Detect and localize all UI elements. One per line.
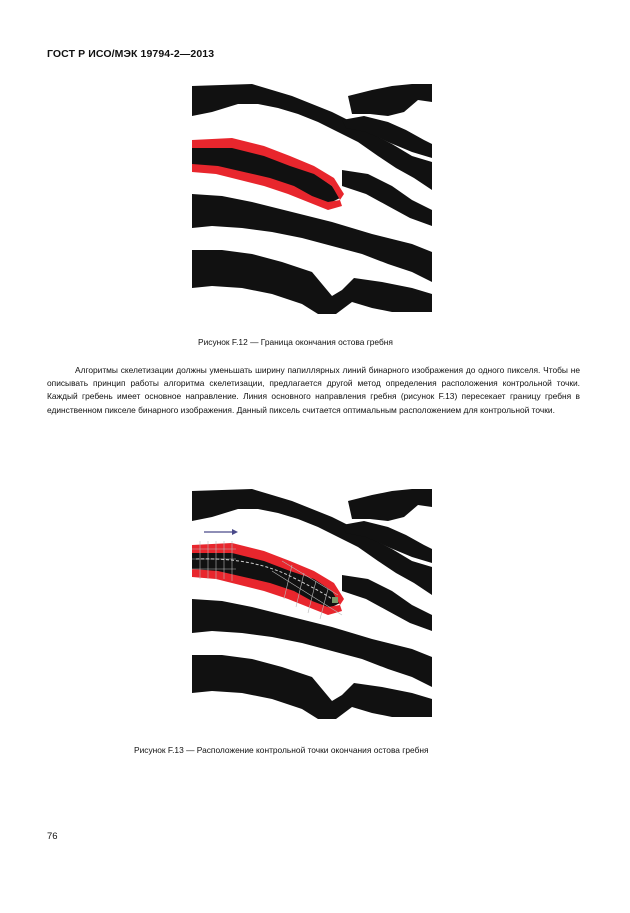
figure-f12-caption: Рисунок F.12 — Граница окончания остова гребня (198, 337, 393, 347)
document-header: ГОСТ Р ИСО/МЭК 19794-2—2013 (47, 48, 215, 60)
page-number: 76 (47, 831, 58, 842)
ridge-ending-control-point-image (192, 487, 436, 721)
ridge-ending-boundary-image (192, 82, 436, 314)
direction-arrow-icon (204, 529, 238, 535)
figure-f12-image (192, 82, 436, 314)
control-point-marker (332, 597, 338, 603)
body-paragraph-text: Алгоритмы скелетизации должны уменьшать ширину папиллярных линий бинарного изображения до одного пикселя. Чтобы не описывать принцип работы алгоритма скелетизации, предлагается другой метод определения расположения контрольной точки. Каждый гребень имеет основное направление. Линия основного направления гребня (рисунок F.13) пересекает границу гребня в единственном пикселе бинарного изображения. Данный пиксель считается оптимальным расположением для контрольной точки. (47, 365, 580, 415)
body-paragraph (47, 364, 580, 417)
figure-f13-caption: Рисунок F.13 — Расположение контрольной точки окончания остова гребня (134, 745, 429, 755)
figure-f13-image (192, 487, 436, 721)
